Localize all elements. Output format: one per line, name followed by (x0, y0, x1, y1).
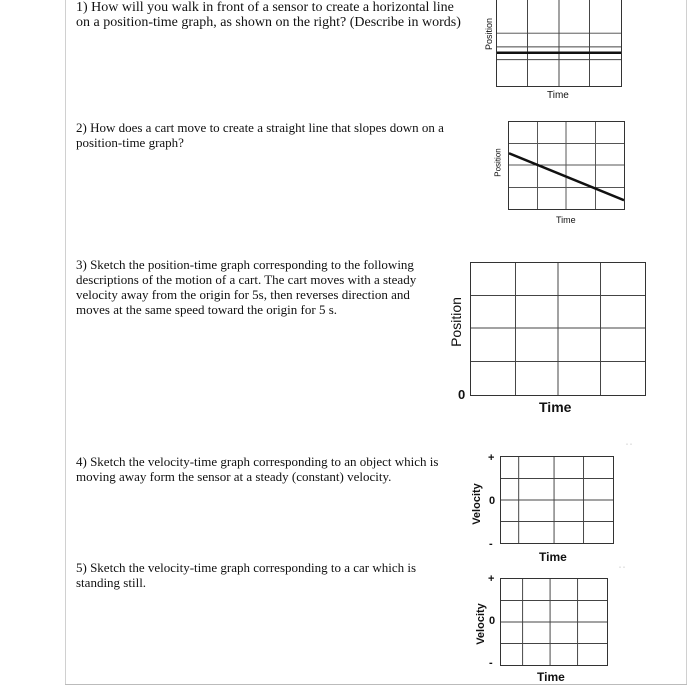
graph-3-origin-label: 0 (458, 387, 466, 402)
graph-3-grid (470, 262, 646, 396)
graph-2-svg (509, 122, 624, 209)
graph-4-grid (500, 456, 614, 544)
graph-5-svg (501, 579, 607, 665)
graph-3-svg (471, 263, 645, 395)
scan-mark: ˙˙ (618, 566, 626, 575)
graph-4-zero-label: 0 (489, 495, 496, 507)
graph-5-y-label: Velocity (475, 603, 487, 645)
graph-1-svg (497, 0, 621, 86)
question-1-text: 1) How will you walk in front of a sensor to create a horizontal line on a position-time graph, as shown on the right? (Describe in words) (76, 0, 461, 30)
question-4-text: 4) Sketch the velocity-time graph corresponding to an object which is moving away form the sensor at a steady (constant) velocity. (76, 454, 439, 484)
graph-4-svg (501, 457, 613, 543)
question-2-text: 2) How does a cart move to create a straight line that slopes down on a position-time graph? (76, 120, 444, 150)
graph-4-y-label: Velocity (471, 483, 483, 525)
graph-5-x-label: Time (537, 670, 565, 684)
graph-4-plus-sign: + (488, 452, 495, 464)
graph-2-y-label: Position (493, 148, 503, 177)
graph-2-x-label: Time (556, 215, 576, 225)
graph-4-minus-sign: - (489, 538, 493, 550)
scan-mark: ˙˙ (625, 443, 633, 452)
question-5-text: 5) Sketch the velocity-time graph corresponding to a car which is standing still. (76, 560, 417, 590)
graph-4-x-label: Time (539, 550, 567, 564)
graph-5-grid (500, 578, 608, 666)
graph-3-x-label: Time (539, 399, 572, 415)
graph-5-zero-label: 0 (489, 615, 496, 627)
question-3-text: 3) Sketch the position-time graph corresponding to the following descriptions of the motion of a cart. The cart moves with a steady velocity away from the origin for 5s, then reverses direction and moves at the same speed toward the origin for 5 s. (76, 257, 417, 317)
graph-3-y-label: Position (448, 297, 464, 347)
graph-5-minus-sign: - (489, 657, 493, 669)
graph-5-plus-sign: + (488, 573, 495, 585)
graph-2-grid (508, 121, 625, 210)
graph-1-grid (496, 0, 622, 87)
graph-1-x-label: Time (547, 90, 569, 101)
graph-1-y-label: Position (484, 17, 494, 51)
